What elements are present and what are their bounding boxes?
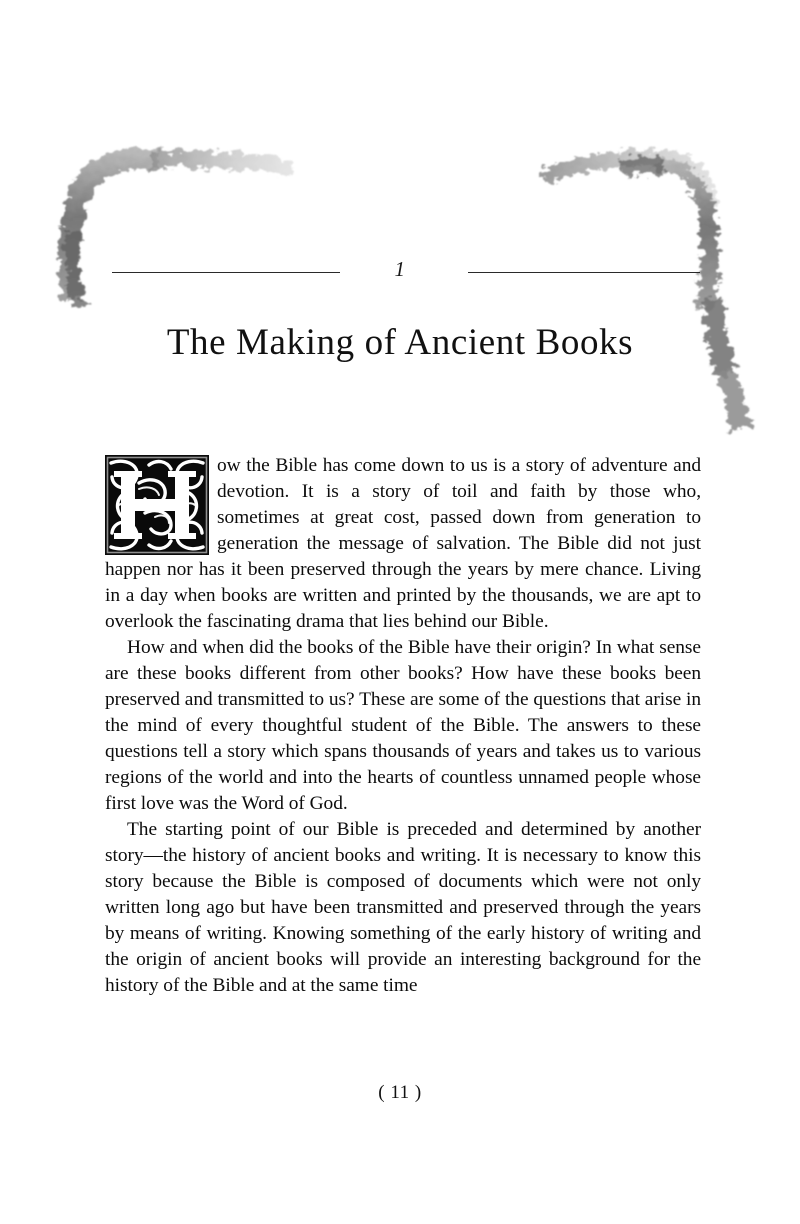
paragraph-2: How and when did the books of the Bible have their origin? In what sense are these books different from other books? How have these books been preserved and transmitted to us? These are some of the questions that arise in the mind of every thoughtful student of the Bible. The answers to these questions tell a story which spans thousands of years and takes us to various regions of the world and into the hearts of countless unnamed people whose first love was the Word of God. (105, 637, 701, 814)
chapter-header (0, 255, 800, 295)
page-number: ( 11 ) (378, 1082, 422, 1103)
paragraph-3: The starting point of our Bible is preceded and determined by another story—the history of ancient books and writing. It is necessary to know this story because the Bible is composed of documents which were not only written long ago but have been transmitted and preserved through the years by means of writing. Knowing something of the early history of writing and the origin of ancient books will provide an interesting background for the history of the Bible and at the same time (105, 819, 701, 996)
body-text-block (105, 453, 701, 999)
illuminated-dropcap-h-icon (105, 455, 209, 555)
paragraph-1-text: ow the Bible has come down to us is a story of adventure and devotion. It is a story of toil and faith by those who, sometimes at great cost, passed down from generation to generation the message of salvation. The Bible did not just happen nor has it been preserved through the years by mere chance. Living in a day when books are written and printed by the thousands, we are apt to overlook the fascinating drama that lies behind our Bible. (105, 455, 701, 632)
chapter-title: The Making of Ancient Books (166, 321, 634, 363)
paragraph-1 (105, 453, 701, 635)
chapter-number: 1 (394, 257, 406, 281)
